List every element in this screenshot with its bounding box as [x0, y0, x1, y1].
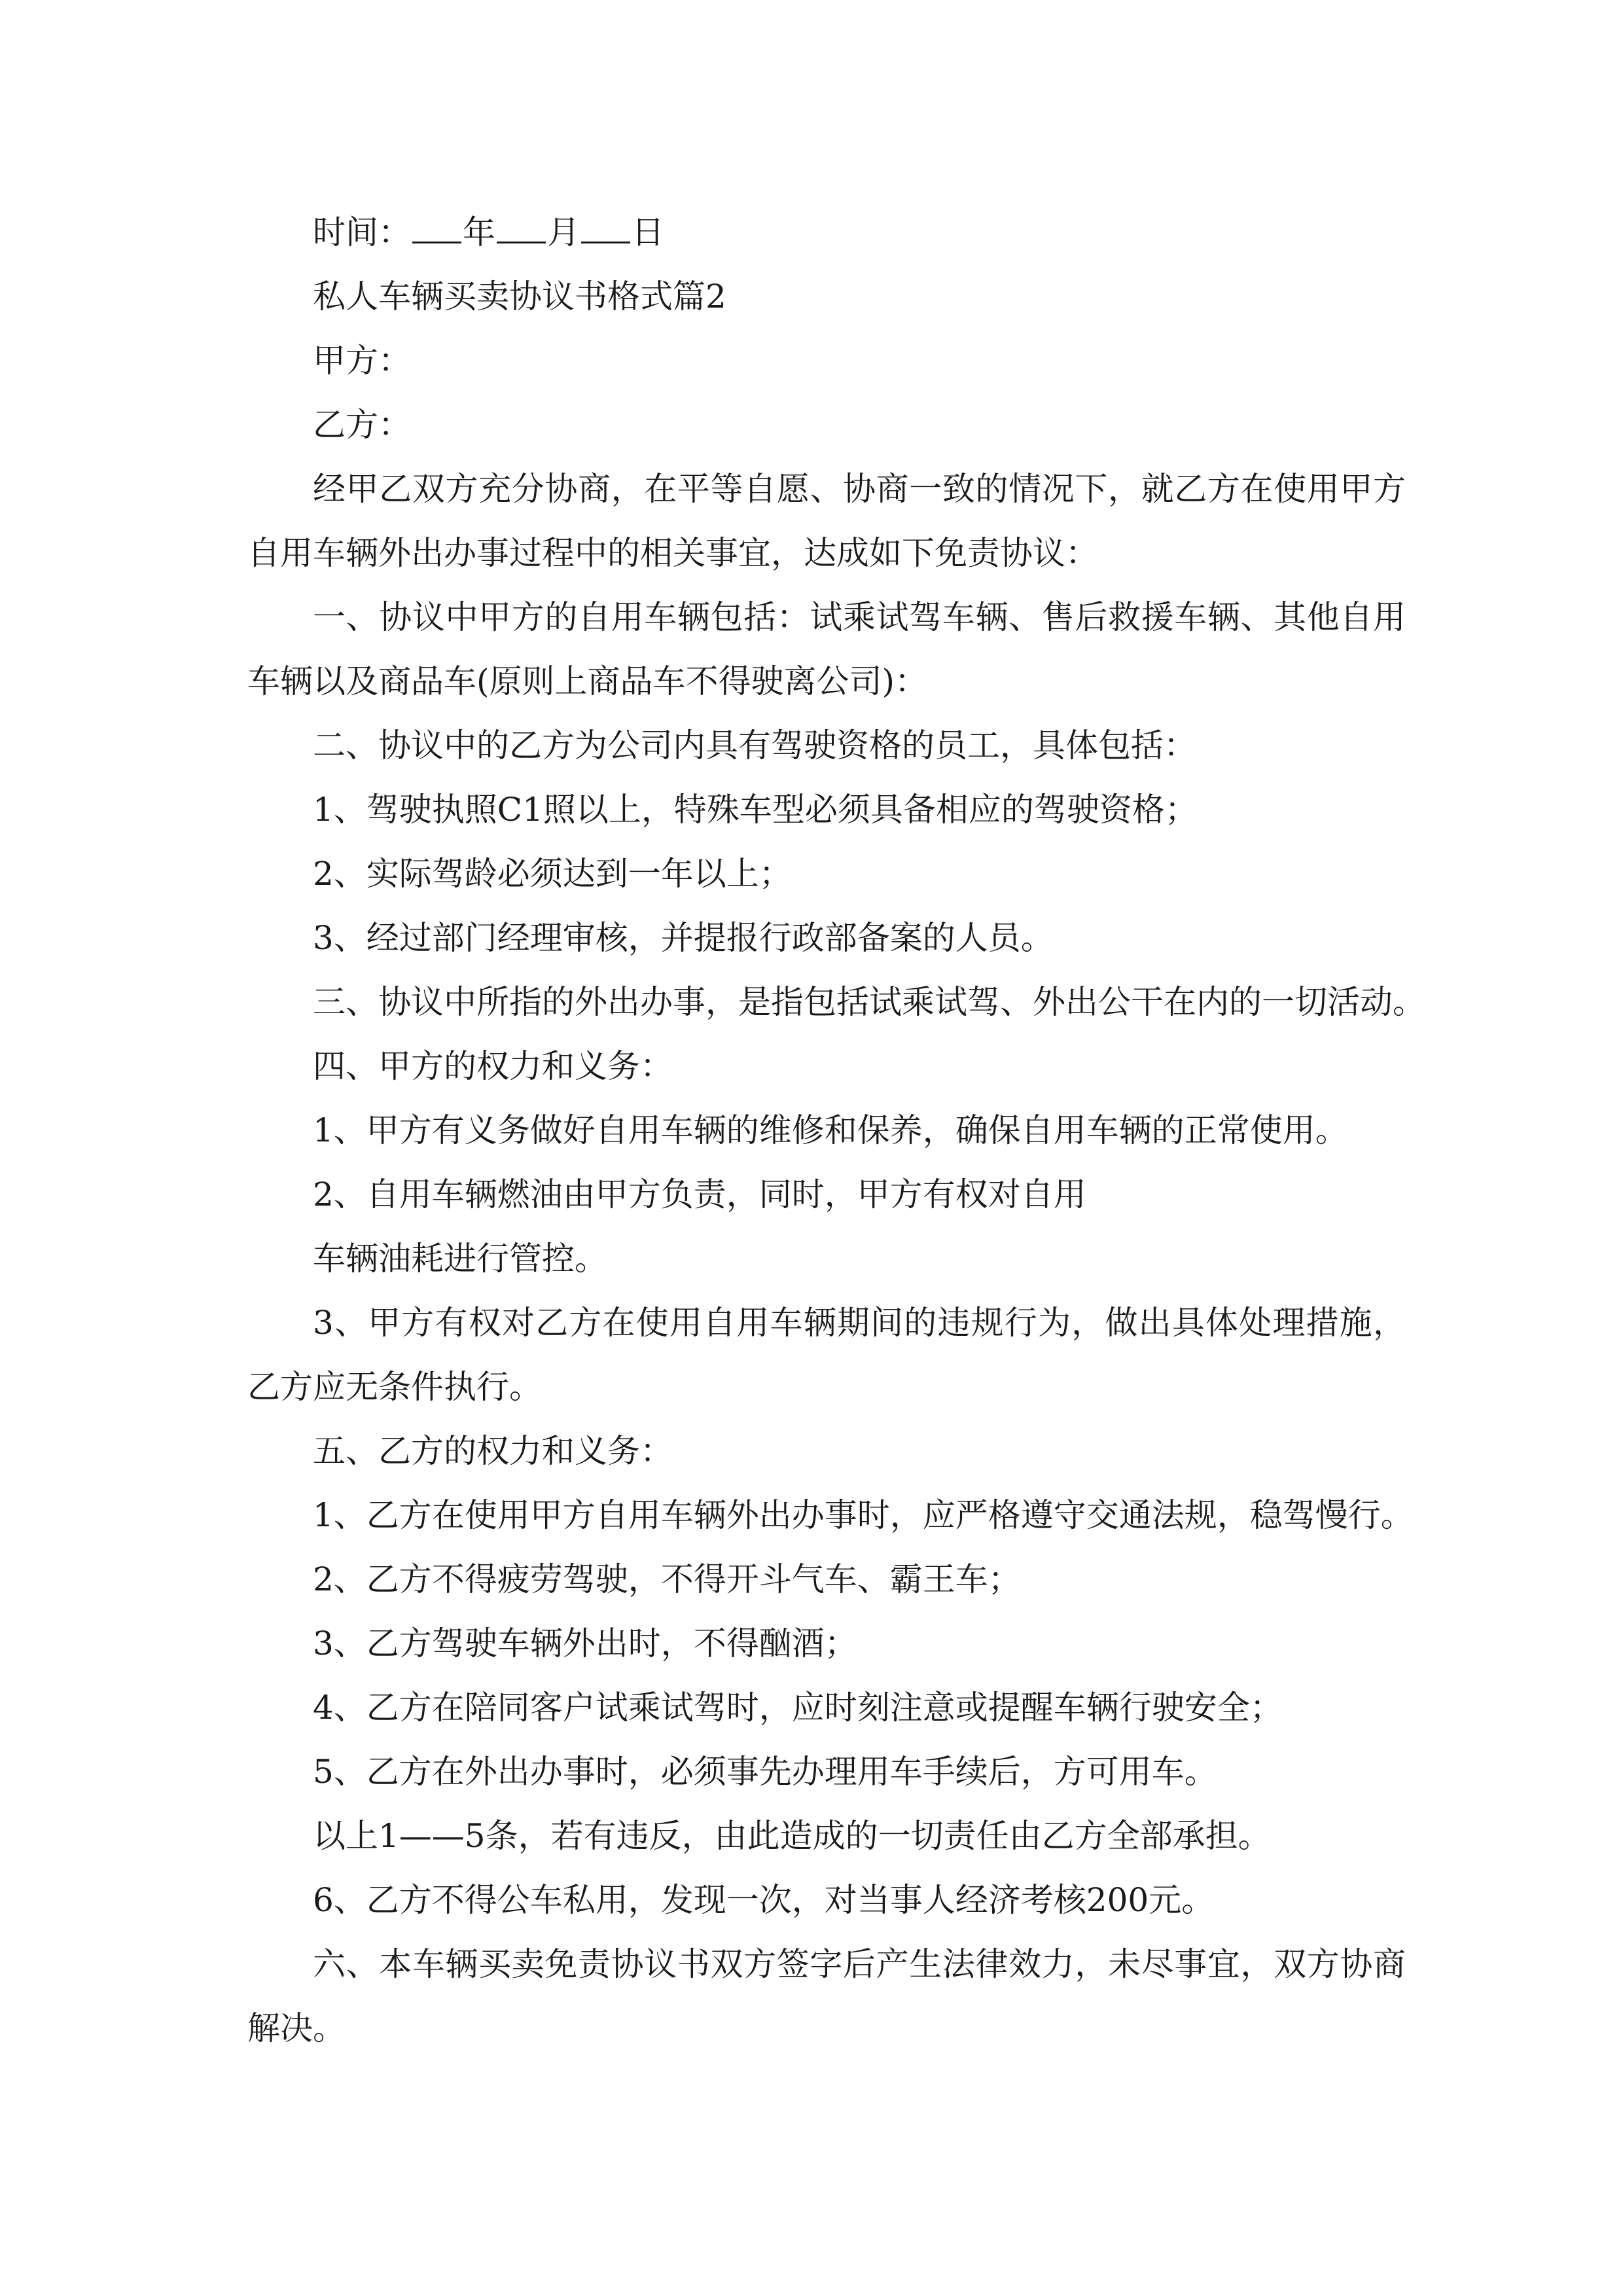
clause-1: 一、协议中甲方的自用车辆包括：试乘试驾车辆、售后救援车辆、其他自用车辆以及商品车(原则上商品车不得驶离公司)：	[247, 598, 1406, 700]
year-label: 年	[463, 213, 495, 251]
document-body	[247, 200, 1425, 2060]
party-a-label: 甲方：	[313, 342, 411, 380]
month-label: 月	[547, 213, 580, 251]
clause-5-item-3: 3、乙方驾驶车辆外出时，不得酗酒；	[313, 1624, 857, 1662]
clause-4-item-2: 2、自用车辆燃油由甲方负责，同时，甲方有权对自用	[313, 1175, 1086, 1213]
intro-paragraph: 经甲乙双方充分协商，在平等自愿、协商一致的情况下，就乙方在使用甲方自用车辆外出办事过程中的相关事宜，达成如下免责协议：	[247, 470, 1406, 572]
clause-5-note: 以上1——5条，若有违反，由此造成的一切责任由乙方全部承担。	[313, 1817, 1271, 1855]
clause-2-item-1: 1、驾驶执照C1照以上，特殊车型必须具备相应的驾驶资格；	[313, 791, 1198, 829]
clause-4-item-1: 1、甲方有义务做好自用车辆的维修和保养，确保自用车辆的正常使用。	[313, 1111, 1348, 1149]
day-label: 日	[632, 213, 664, 251]
clause-5-item-5: 5、乙方在外出办事时，必须事先办理用车手续后，方可用车。	[313, 1753, 1217, 1791]
party-b-label: 乙方：	[313, 406, 411, 444]
clause-4: 四、甲方的权力和义务：	[313, 1047, 673, 1085]
day-blank	[581, 214, 630, 244]
date-line	[247, 200, 1406, 264]
clause-4-item-2-continued: 车辆油耗进行管控。	[313, 1240, 607, 1278]
date-label: 时间：	[313, 213, 411, 251]
clause-5-item-6: 6、乙方不得公车私用，发现一次，对当事人经济考核200元。	[313, 1881, 1215, 1919]
clause-5-item-2: 2、乙方不得疲劳驾驶，不得开斗气车、霸王车；	[313, 1560, 1021, 1598]
clause-2-item-3: 3、经过部门经理审核，并提报行政部备案的人员。	[313, 919, 1054, 957]
year-blank	[412, 214, 461, 244]
clause-4-item-3: 3、甲方有权对乙方在使用自用车辆期间的违规行为，做出具体处理措施，乙方应无条件执行。	[247, 1304, 1406, 1406]
clause-5-item-4: 4、乙方在陪同客户试乘试驾时，应时刻注意或提醒车辆行驶安全；	[313, 1689, 1283, 1727]
clause-2-item-2: 2、实际驾龄必须达到一年以上；	[313, 855, 792, 893]
clause-2: 二、协议中的乙方为公司内具有驾驶资格的员工，具体包括：	[313, 726, 1196, 764]
clause-5: 五、乙方的权力和义务：	[313, 1432, 673, 1470]
clause-3: 三、协议中所指的外出办事，是指包括试乘试驾、外出公干在内的一切活动。	[313, 983, 1425, 1021]
month-blank	[497, 214, 546, 244]
clause-5-item-1: 1、乙方在使用甲方自用车辆外出办事时，应严格遵守交通法规，稳驾慢行。	[313, 1496, 1414, 1534]
clause-6: 六、本车辆买卖免责协议书双方签字后产生法律效力，未尽事宜，双方协商解决。	[247, 1945, 1406, 2047]
section-heading: 私人车辆买卖协议书格式篇2	[313, 278, 726, 315]
